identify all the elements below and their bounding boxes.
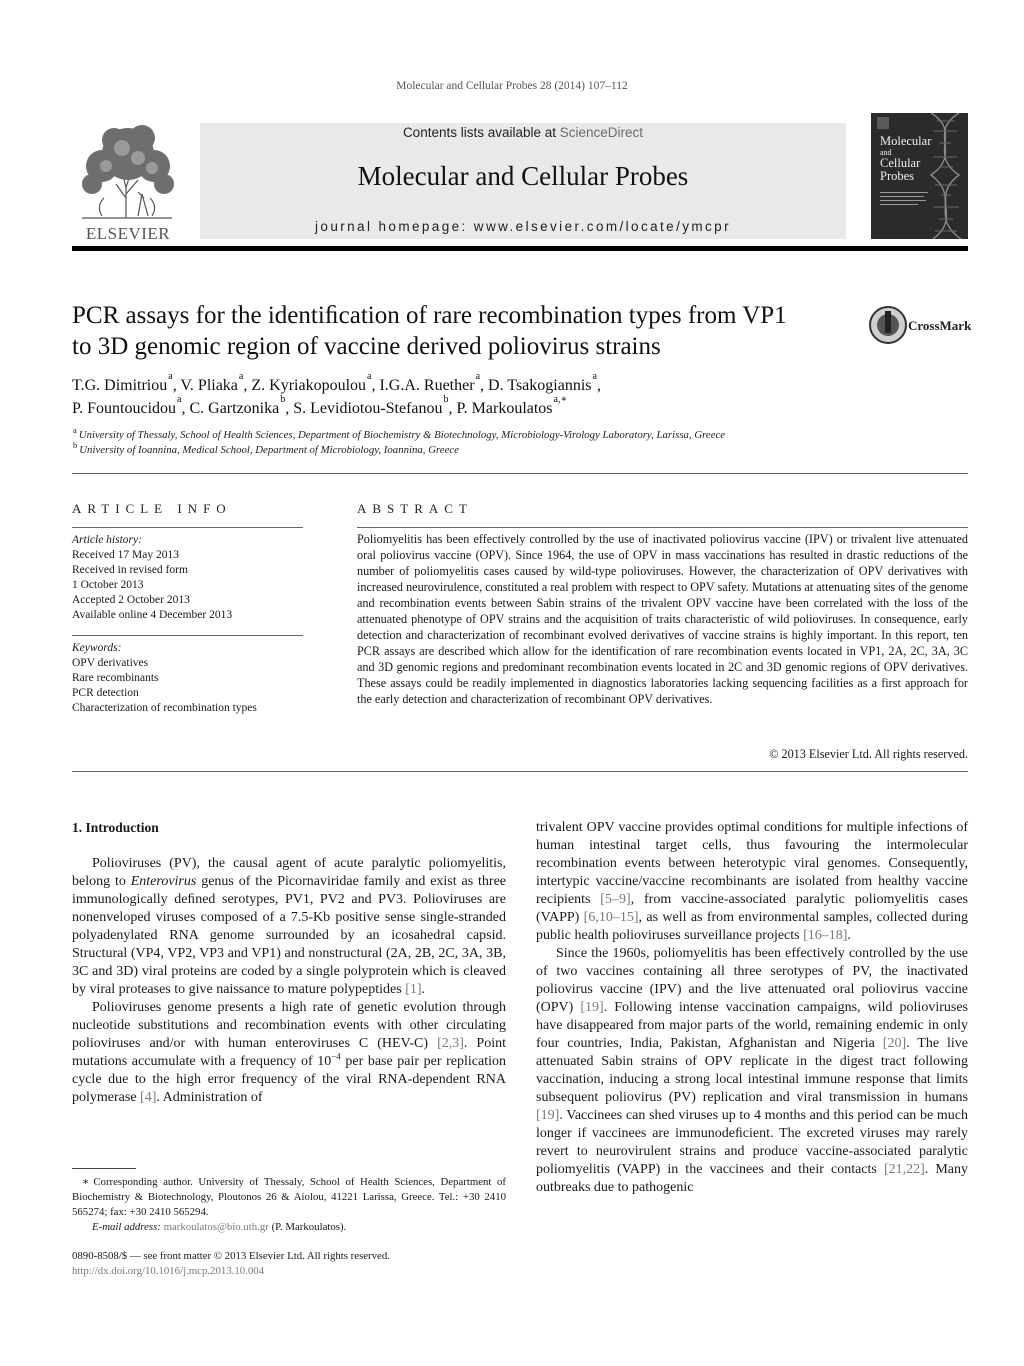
author: I.G.A. Ruether$^a$ (379, 371, 481, 394)
contents-prefix: Contents lists available at (402, 125, 560, 140)
citation-link[interactable]: [20] (882, 1036, 907, 1051)
author: P. Fountoucidou$^a$ (72, 394, 182, 417)
body-column-right (536, 819, 968, 1197)
divider (72, 635, 303, 636)
paragraph: Polioviruses genome presents a high rate of genetic evolution through nucleotide substitutions and recombination events with other circulating polioviruses and/or with human enteroviruses C (HEV-C) [2,3]. Point mutations accumulate with a frequency of $10^{-4}$ per base pair per replication cycle due to the high error frequency of the viral RNA-dependent RNA polymerase [4]. Administration of (72, 1000, 506, 1105)
citation-link[interactable]: [6,10–15] (583, 910, 639, 925)
crossmark-label: CrossMark (908, 318, 972, 333)
citation-link[interactable]: [4] (140, 1090, 157, 1105)
divider (72, 473, 968, 474)
article-title (72, 300, 852, 362)
author: D. Tsakogiannis$^a$ (488, 371, 597, 394)
affiliations (72, 425, 968, 458)
history-item: Received in revised form (72, 564, 188, 576)
history-item: Available online 4 December 2013 (72, 609, 233, 621)
article-history (72, 533, 303, 623)
contents-line (200, 125, 846, 140)
footnote-text: ∗ Corresponding author. University of Thessaly, School of Health Sciences, Department of Biochemistry & Biotechnology, Ploutonos 26 & Aiolou, 41221 Larissa, Greece. Tel.: +30 2410 565274; fax: +30 2410 565294. (72, 1176, 506, 1218)
abstract-text: Poliomyelitis has been effectively controlled by the use of inactivated poliovirus vaccine (IPV) or trivalent live attenuated oral poliovirus vaccine (OPV). Since 1964, the use of OPV in mass vaccinations has resulted in drastic reductions of the number of poliomyelitis cases caused by wild-type polioviruses. However, the characterization of OPV derivatives with increased neurovirulence, constituted a real problem with respect to OPV safety. Mutations at attenuating sites of the genome and recombination events between Sabin strains of the trivalent OPV vaccine have been correlated with the loss of the attenuated phenotype of OPV strains and the acquisition of traits characteristic of wild polioviruses. In consequence, early detection and characterization of recombinant evolved derivatives of vaccine strains is highly important. In this report, ten PCR assays are described which allow for the identification of rare recombination events located in VP1, 2A, 2C, 3A, 3C and 3D genomic regions and predominant recombination events located in 2C and 3D genomic regions of OPV derivatives. These assays could be readily implemented in diagnostics laboratories lacking sequencing facilities as a first approach for the early detection and characterization of recombinant OPV derivatives. (357, 532, 968, 706)
citation-link[interactable]: [16–18] (803, 928, 848, 943)
paragraph: trivalent OPV vaccine provides optimal conditions for multiple infections of human intestinal target cells, thus favouring the intermolecular recombination events between heterotypic viral genomes. Consequently, intertypic vaccine/vaccine recombinants are isolated from healthy vaccine recipients [5–9], from vaccine-associated paralytic poliomyelitis cases (VAPP) [6,10–15], as well as from environmental samples, collected during public health polioviruses surveillance projects [16–18]. (536, 820, 969, 943)
history-item: 1 October 2013 (72, 579, 144, 591)
citation-link[interactable]: [2,3] (437, 1036, 464, 1051)
author: S. Levidiotou-Stefanou$^b$ (293, 394, 449, 417)
journal-homepage-link[interactable]: journal homepage: www.elsevier.com/locate/ymcpr (315, 219, 731, 234)
journal-name: Molecular and Cellular Probes (357, 161, 689, 191)
affiliation-b: $^b$ University of Ioannina, Medical School, Department of Microbiology, Ioannina, Greece (73, 440, 459, 456)
issn-line: 0890-8508/$ — see front matter © 2013 Elsevier Ltd. All rights reserved. (72, 1250, 390, 1262)
keywords-label: Keywords: (72, 642, 122, 654)
author: T.G. Dimitriou$^a$ (72, 371, 173, 394)
body-column-left (72, 855, 506, 1107)
author: Z. Kyriakopoulou$^a$ (251, 371, 372, 394)
publisher-logo-text: ELSEVIER (85, 224, 171, 242)
divider (72, 527, 303, 528)
citation-link[interactable]: [19] (580, 1000, 604, 1015)
elsevier-logo (72, 118, 184, 242)
cover-title-line: Probes (880, 169, 915, 183)
citation-link[interactable]: [19] (536, 1108, 560, 1123)
citation-link[interactable]: [21,22] (883, 1162, 925, 1177)
paragraph: Polioviruses (PV), the causal agent of acute paralytic poliomyelitis, belong to Enterovirus genus of the Picornaviridae family and exist as three immunologically deﬁned serotypes, PV1, PV2 and PV3. Polioviruses are nonenveloped viruses composed of a 7.5-Kb positive sense single-stranded polyadenylated RNA genome surrounded by an icosahedral capsid. Structural (VP4, VP2, VP3 and VP1) and nonstructural (2A, 2B, 2C, 3A, 3B, 3C and 3D) viral proteins are coded by a single polyprotein which is cleaved by viral proteases to give naissance to mature polypeptides [1]. (72, 856, 507, 997)
page-footer (72, 1249, 572, 1279)
section-heading: 1. Introduction (72, 820, 159, 835)
article-info-heading: ARTICLE INFO (72, 501, 232, 516)
author-corresponding: P. Markoulatos$^{a,∗}$ (456, 394, 568, 417)
cover-title-line: and (880, 148, 892, 157)
author-line-1: T.G. Dimitriou$^a$, V. Pliaka$^a$, Z. Kyriakopoulou$^a$, I.G.A. Ruether$^a$, D. Tsakogiannis$^a$, (72, 371, 601, 394)
email-line: E-mail address: markoulatos@bio.uth.gr (P. Markoulatos). (92, 1221, 347, 1233)
author: C. Gartzonika$^b$ (189, 394, 286, 417)
corresponding-author-footnote (72, 1175, 506, 1235)
doi-link[interactable]: http://dx.doi.org/10.1016/j.mcp.2013.10.004 (72, 1265, 265, 1277)
footnote-rule (72, 1168, 136, 1169)
copyright-line: © 2013 Elsevier Ltd. All rights reserved. (769, 747, 968, 761)
cover-title-line: Cellular (880, 156, 921, 170)
cover-subtitle-lines (880, 189, 932, 208)
masthead-banner (200, 123, 846, 239)
keyword: Characterization of recombination types (72, 702, 257, 714)
paragraph: Since the 1960s, poliomyelitis has been effectively controlled by the use of two vaccines containing all three serotypes of PV, the inactivated poliovirus vaccine (IPV) and the live attenuated oral poliovirus vaccine (OPV) [19]. Following intense vaccination campaigns, wild polioviruses have disappeared from major parts of the world, remaining endemic in only four countries, India, Pakistan, Afghanistan and Nigeria [20]. The live attenuated Sabin strains of OPV replicate in the digest tract following vaccination, inducing a strong local intestinal immune response that limits subsequent poliovirus (PV) replication and viral transmission in humans [19]. Vaccinees can shed viruses up to 4 months and this period can be much longer if vaccinees are immunodeﬁcient. The excreted viruses may rarely revert to neurovirulent strains and produce vaccine-associated paralytic poliomyelitis (VAPP) in the vaccinees and their contacts [21,22]. Many outbreaks due to pathogenic (536, 946, 969, 1195)
crossmark-badge[interactable] (868, 305, 972, 345)
citation-link[interactable]: [5–9] (600, 892, 631, 907)
author-line-2: P. Fountoucidou$^a$, C. Gartzonika$^b$, S. Levidiotou-Stefanou$^b$, P. Markoulatos$^{a,∗}$ (72, 394, 568, 417)
history-item: Accepted 2 October 2013 (72, 594, 190, 606)
cover-title-line: Molecular (880, 134, 932, 148)
title-line-1: PCR assays for the identiﬁcation of rare recombination types from VP1 (72, 302, 787, 329)
divider (357, 527, 968, 528)
keyword: PCR detection (72, 687, 139, 699)
keyword: Rare recombinants (72, 672, 159, 684)
running-head: Molecular and Cellular Probes 28 (2014) 107–112 (396, 80, 628, 92)
keywords (72, 641, 303, 716)
divider (72, 771, 968, 772)
email-link[interactable]: markoulatos@bio.uth.gr (163, 1221, 269, 1233)
abstract-heading: ABSTRACT (357, 501, 473, 516)
history-item: Received 17 May 2013 (72, 549, 179, 561)
author-list (72, 371, 892, 420)
cover-title (880, 135, 931, 183)
history-label: Article history: (72, 534, 142, 546)
title-line-2: to 3D genomic region of vaccine derived poliovirus strains (72, 333, 661, 360)
journal-cover (871, 113, 968, 239)
masthead-rule (72, 246, 968, 251)
author: V. Pliaka$^a$ (180, 371, 244, 394)
sciencedirect-link[interactable]: ScienceDirect (559, 125, 644, 140)
keyword: OPV derivatives (72, 657, 149, 669)
affiliation-a: $^a$ University of Thessaly, School of Health Sciences, Department of Biochemistry & Biotechnology, Microbiology-Virology Laboratory, Larissa, Greece (73, 425, 726, 441)
citation-link[interactable]: [1] (405, 982, 422, 997)
